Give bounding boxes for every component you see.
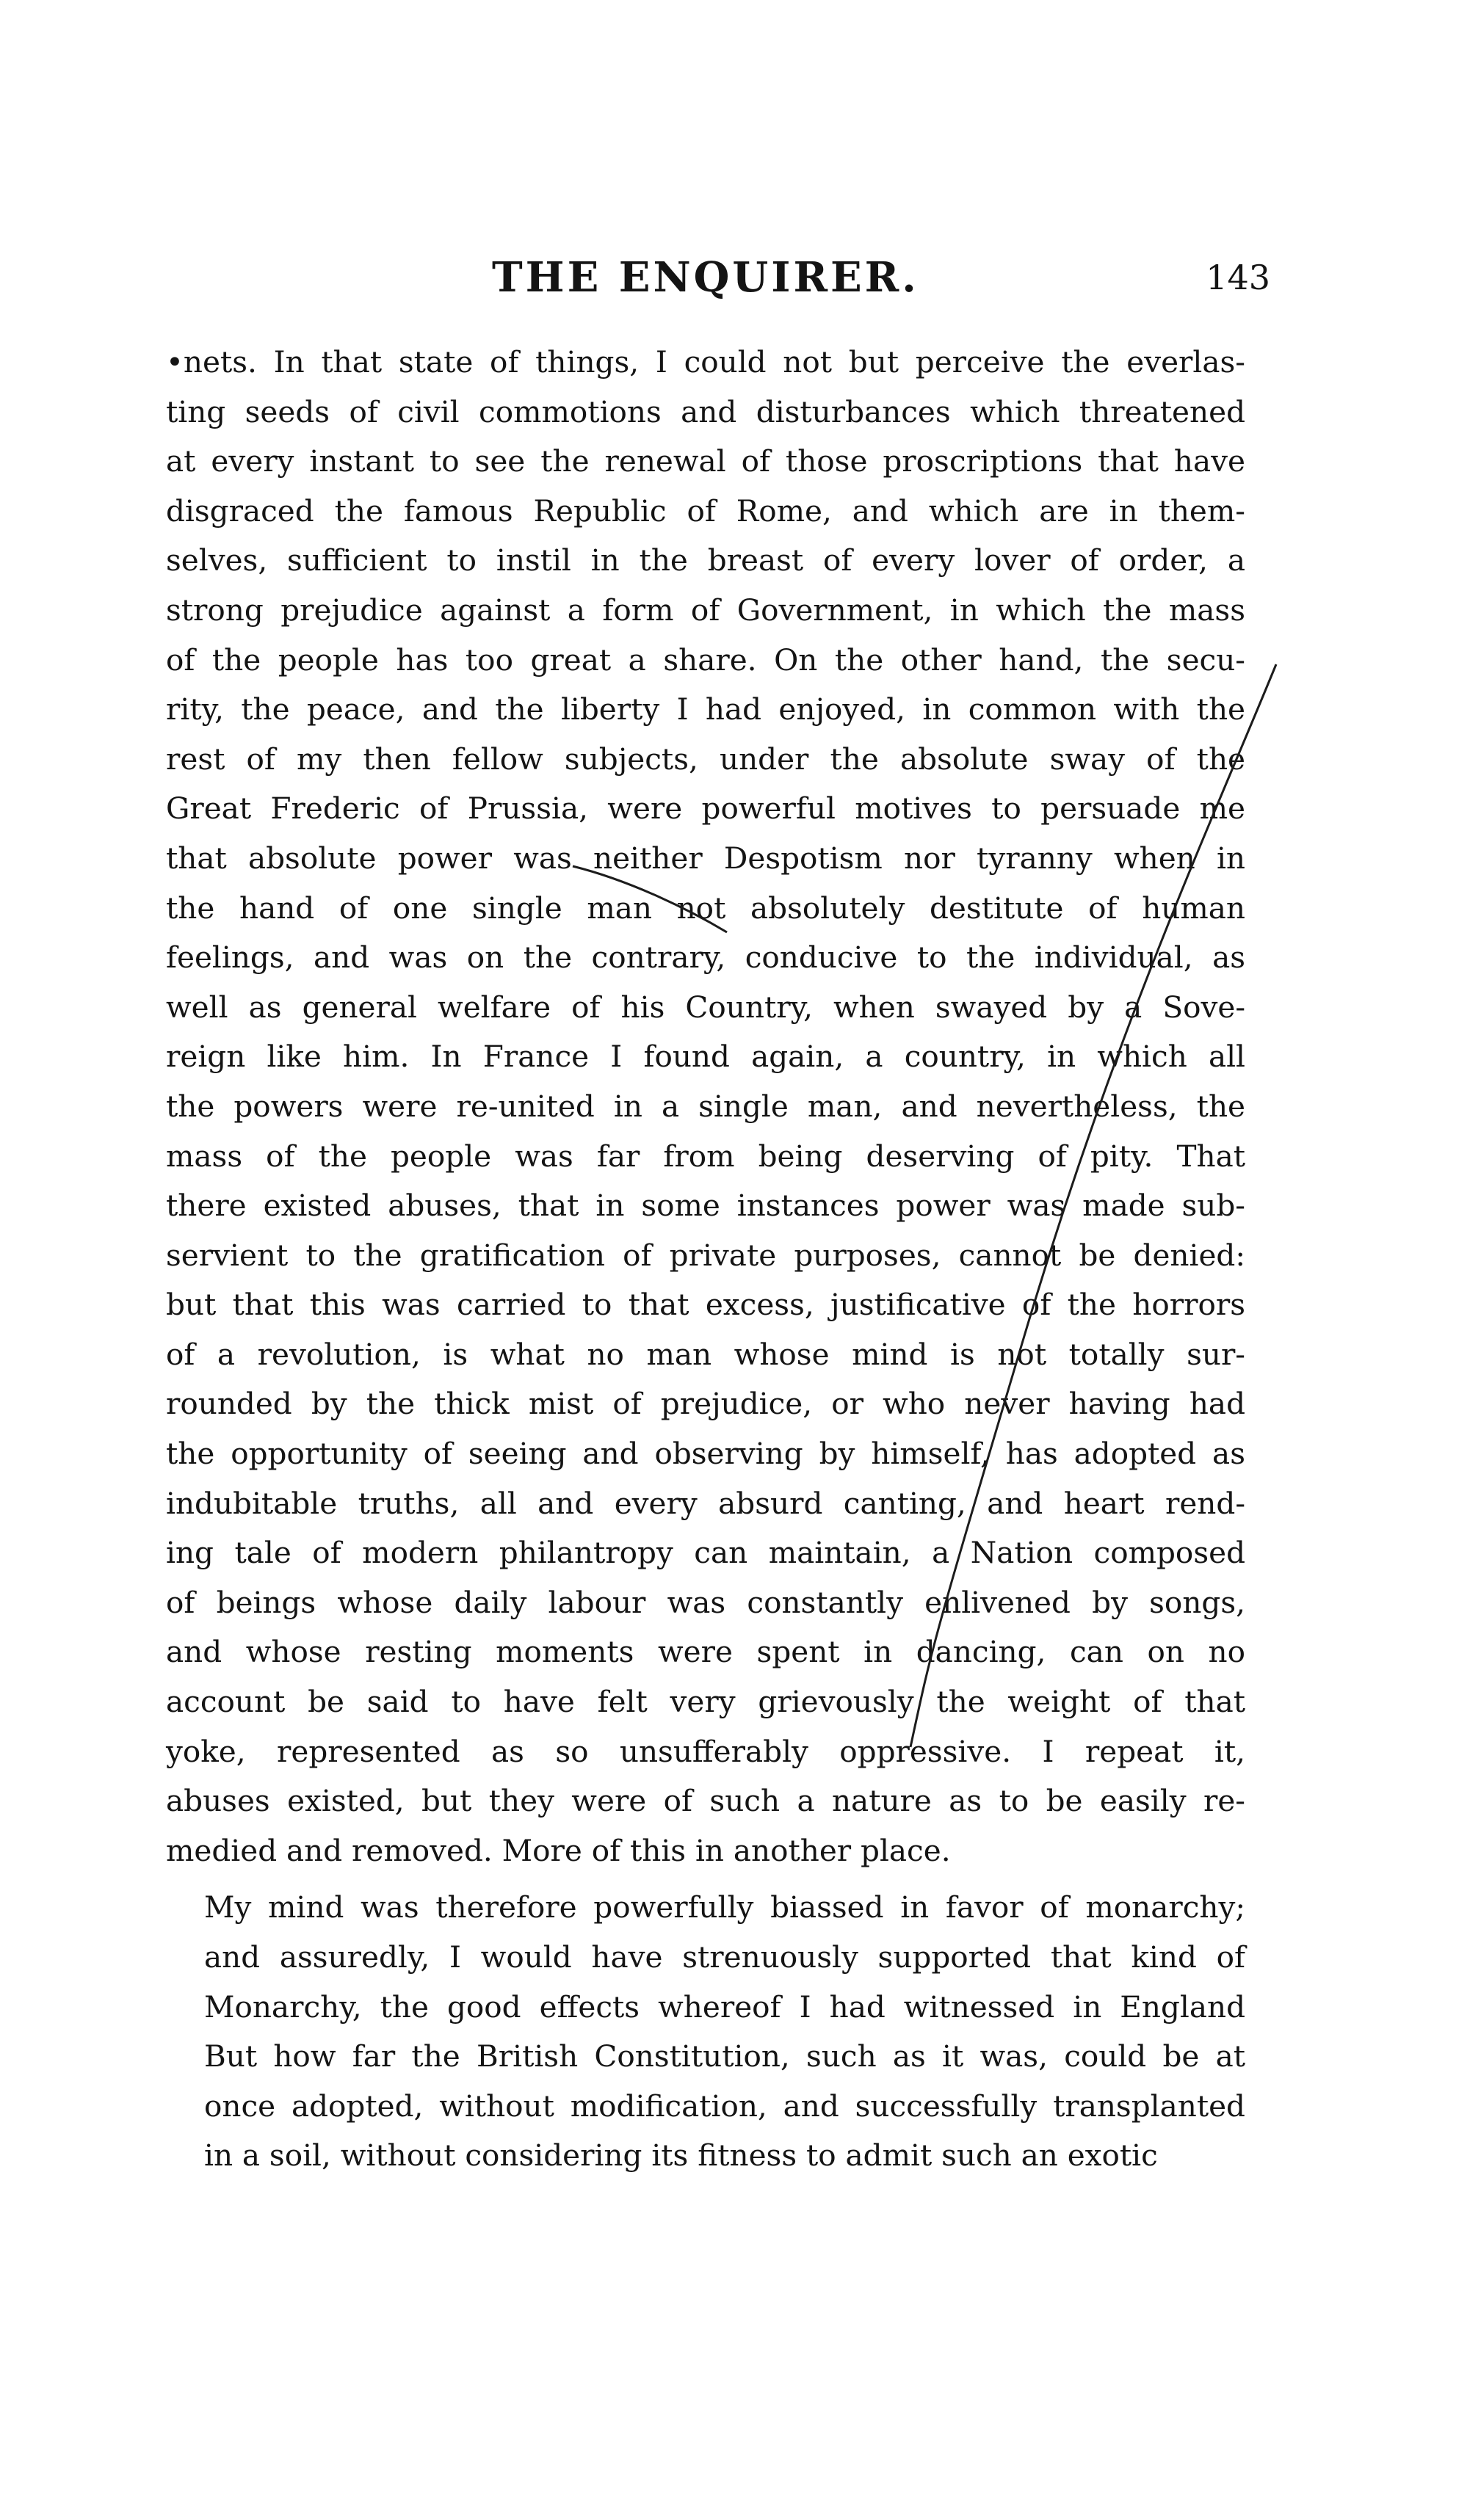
text-line: •nets. In that state of things, I could not but perceive the everlas-	[166, 344, 1245, 380]
text-line: of a revolution, is what no man whose mind is not totally sur-	[166, 1336, 1245, 1372]
text-line: the hand of one single man not absolutely destitute of human	[166, 890, 1245, 926]
text-line: selves, sufficient to instil in the breast of every lover of order, a	[166, 542, 1245, 578]
text-line: Monarchy, the good effects whereof I had witnessed in England	[204, 1989, 1245, 2025]
text-line: at every instant to see the renewal of those proscriptions that have	[166, 443, 1245, 479]
paragraph	[166, 338, 1245, 1876]
running-head	[169, 253, 1278, 305]
text-line: that absolute power was neither Despotism nor tyranny when in	[166, 840, 1245, 876]
text-line: But how far the British Constitution, such as it was, could be at	[204, 2038, 1245, 2074]
text-line: servient to the gratification of private purposes, cannot be denied:	[166, 1237, 1245, 1273]
text-line: indubitable truths, all and every absurd canting, and heart rend-	[166, 1485, 1245, 1521]
text-line: rounded by the thick mist of prejudice, or who never having had	[166, 1386, 1245, 1422]
text-line: My mind was therefore powerfully biassed in favor of monarchy;	[204, 1889, 1245, 1925]
text-line: there existed abuses, that in some instances power was made sub-	[166, 1188, 1245, 1224]
text-line: rity, the peace, and the liberty I had enjoyed, in common with the	[166, 691, 1245, 727]
text-line: and whose resting moments were spent in dancing, can on no	[166, 1634, 1245, 1670]
text-line: and assuredly, I would have strenuously supported that kind of	[204, 1939, 1245, 1975]
text-line: disgraced the famous Republic of Rome, and which are in them-	[166, 493, 1245, 529]
text-line: reign like him. In France I found again, a country, in which all	[166, 1039, 1245, 1075]
text-line: of the people has too great a share. On the other hand, the secu-	[166, 642, 1245, 678]
text-line: abuses existed, but they were of such a nature as to be easily re-	[166, 1783, 1245, 1819]
text-line: mass of the people was far from being deserving of pity. That	[166, 1138, 1245, 1174]
text-line: of beings whose daily labour was constantly enlivened by songs,	[166, 1584, 1245, 1620]
text-line: rest of my then fellow subjects, under the absolute sway of the	[166, 741, 1245, 777]
page-number: 143	[1206, 258, 1270, 297]
running-title: THE ENQUIRER.	[492, 253, 919, 302]
text-line: once adopted, without modification, and successfully transplanted	[204, 2088, 1245, 2124]
text-line: ing tale of modern philantropy can maintain, a Nation composed	[166, 1535, 1245, 1571]
text-line: the opportunity of seeing and observing by himself, has adopted as	[166, 1436, 1245, 1472]
text-line: account be said to have felt very grievously the weight of that	[166, 1684, 1245, 1720]
text-line: ting seeds of civil commotions and disturbances which threatened	[166, 393, 1245, 429]
text-line: the powers were re-united in a single man, and nevertheless, the	[166, 1088, 1245, 1124]
text-line: yoke, represented as so unsufferably oppressive. I repeat it,	[166, 1733, 1245, 1769]
text-line: feelings, and was on the contrary, conducive to the individual, as	[166, 940, 1245, 976]
text-line: medied and removed. More of this in another place.	[166, 1832, 951, 1868]
text-line: strong prejudice against a form of Government, in which the mass	[166, 592, 1245, 628]
body-text	[166, 338, 1245, 2181]
paragraph	[166, 1883, 1245, 2181]
text-line: but that this was carried to that excess, justificative of the horrors	[166, 1287, 1245, 1323]
text-line: well as general welfare of his Country, when swayed by a Sove-	[166, 989, 1245, 1025]
text-line: in a soil, without considering its fitness to admit such an exotic	[204, 2138, 1158, 2174]
text-line: Great Frederic of Prussia, were powerful motives to persuade me	[166, 791, 1245, 827]
